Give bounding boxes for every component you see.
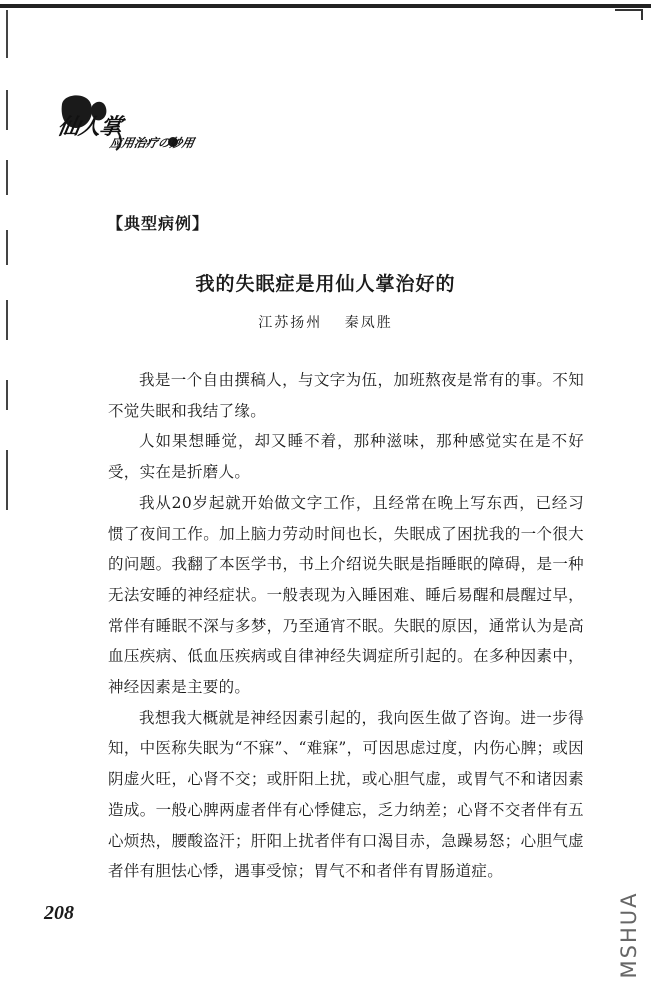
margin-mark <box>6 10 8 58</box>
watermark <box>611 880 647 990</box>
page-number: 208 <box>44 902 74 924</box>
margin-mark <box>6 230 8 265</box>
logo-title: 仙人掌 <box>55 114 124 140</box>
corner-mark <box>615 9 643 20</box>
margin-mark <box>6 90 8 130</box>
paragraph: 我从20岁起就开始做文字工作，且经常在晚上写东西，已经习惯了夜间工作。加上脑力劳动时间也长，失眠成了困扰我的一个很大的问题。我翻了本医学书，书上介绍说失眠是指睡眠的障碍，是一种无法安睡的神经症状。一般表现为入睡困难、睡后易醒和晨醒过早，常伴有睡眠不深与多梦，乃至通宵不眠。失眠的原因，通常认为是高血压疾病、低血压疾病或自律神经失调症所引起的。在多种因素中，神经因素是主要的。 <box>108 493 584 697</box>
paragraph: 我是一个自由撰稿人，与文字为伍，加班熬夜是常有的事。不知不觉失眠和我结了缘。 <box>108 371 584 420</box>
margin-mark <box>6 160 8 195</box>
top-rule <box>0 4 651 8</box>
article-body <box>108 365 584 887</box>
section-label: 【典型病例】 <box>107 214 210 233</box>
paragraph: 人如果想睡觉，却又睡不着，那种滋味，那种感觉实在是不好受，实在是折磨人。 <box>108 432 584 482</box>
margin-mark <box>6 380 8 410</box>
margin-mark <box>6 450 8 510</box>
byline-location: 江苏扬州 <box>258 315 323 331</box>
logo-subtitle: 应用治疗の妙用 <box>108 136 196 150</box>
book-logo <box>52 92 212 162</box>
byline-author: 秦凤胜 <box>344 315 393 331</box>
article-title: 我的失眠症是用仙人掌治好的 <box>195 273 456 295</box>
byline <box>0 312 651 332</box>
watermark-text: MSHUA <box>617 891 641 979</box>
paragraph: 我想我大概就是神经因素引起的，我向医生做了咨询。进一步得知，中医称失眠为“不寐”、“难寐”，可因思虑过度，内伤心脾；或因阴虚火旺，心肾不交；或肝阳上扰，或心胆气虚，或胃气不和诸因素造成。一般心脾两虚者伴有心悸健忘，乏力纳差；心肾不交者伴有五心烦热，腰酸盗汗；肝阳上扰者伴有口渴目赤，急躁易怒；心胆气虚者伴有胆怯心悸，遇事受惊；胃气不和者伴有胃肠道症。 <box>108 708 584 881</box>
